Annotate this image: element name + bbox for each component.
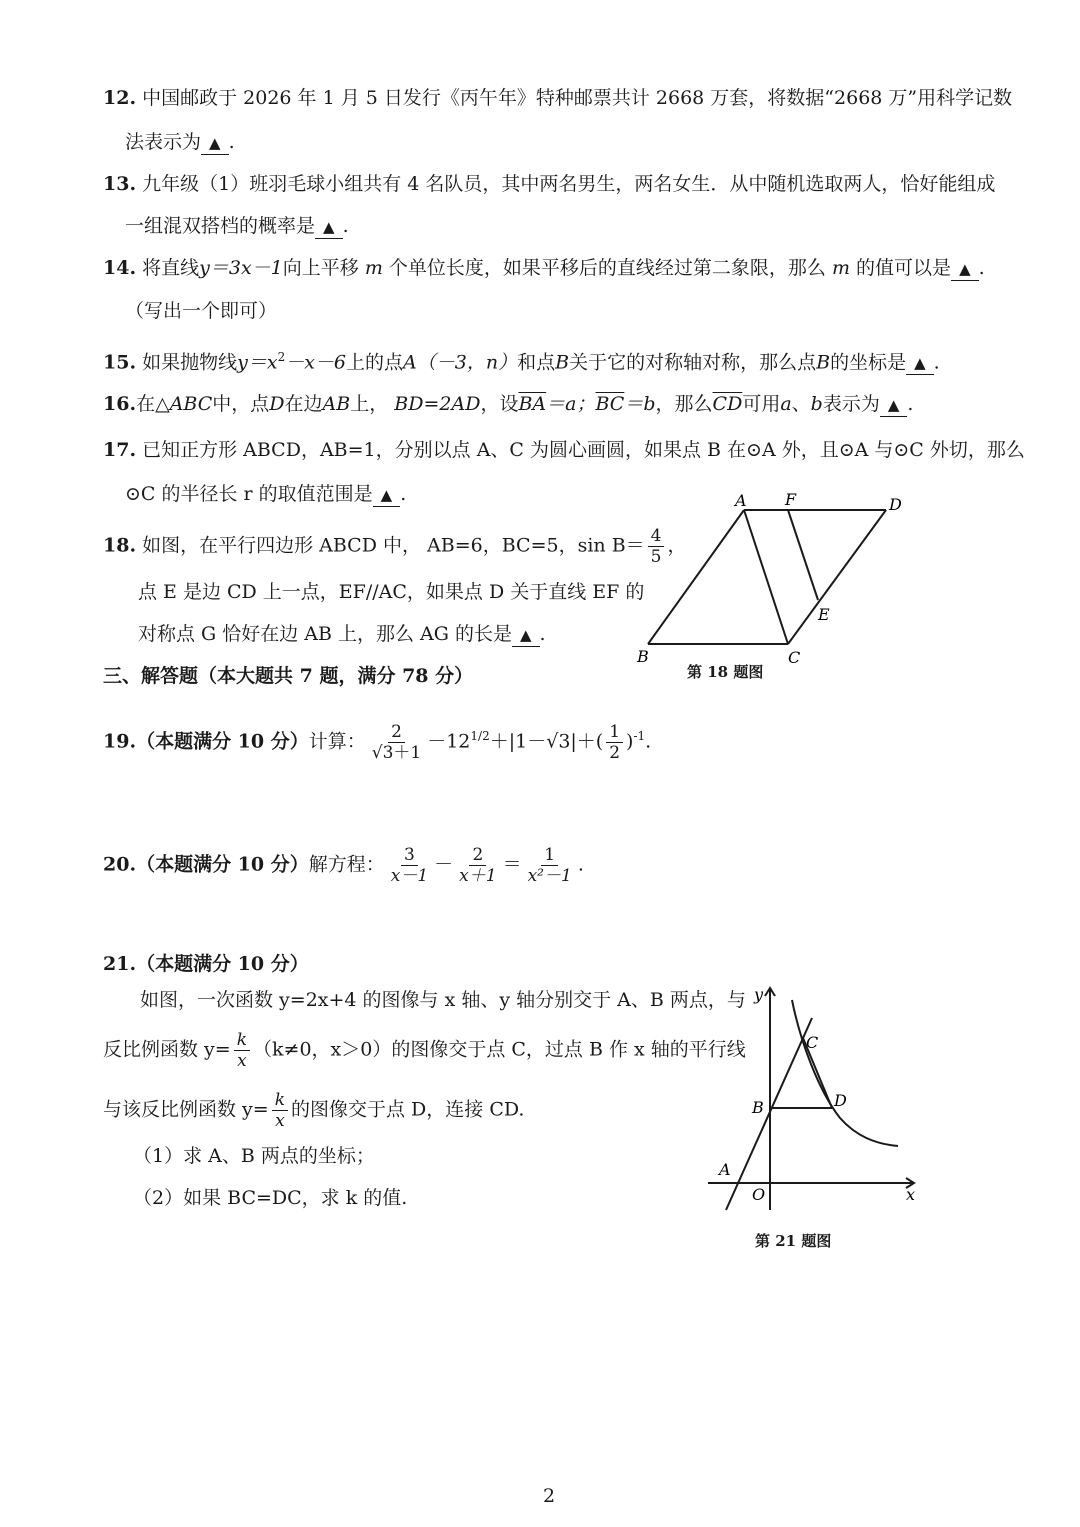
q20-equals: ＝ [502,853,522,876]
q21-line3 [103,1090,524,1131]
q18-line1 [103,526,687,567]
q21-part1: （1）求 A、B 两点的坐标； [133,1145,375,1167]
fig21-label-x: x [906,1185,916,1204]
q16-vec-cd: $\overline{CD}$ [712,393,743,415]
q18-frac-den: 5 [650,547,662,567]
q20-end: . [577,853,584,876]
q15-eq-b: －x－6 [285,351,347,374]
q15-text-d: 关于它的对称轴对称，那么点 [569,351,817,374]
fig21-caption: 第 21 题图 [755,1232,832,1250]
q16-cond: BD=2AD [394,393,481,415]
q19-number: 19. [103,730,137,753]
q15-text-c: 和点 [517,351,556,374]
q19-exp1: 1/2 [470,729,490,744]
fig21-label-o: O [752,1185,766,1204]
fig21-label-d: D [834,1091,847,1110]
q16-answer-blank[interactable]: ▲ [880,394,908,417]
page-number: 2 [543,1485,556,1507]
q15-text-a: 如果抛物线 [142,351,238,374]
q18-line3: 对称点 G 恰好在边 AB 上，那么 AG 的长是 ▲ . [138,623,546,645]
q21-heading [103,950,309,978]
q19-lead: 计算： [308,730,366,753]
q16-b: b [810,393,823,415]
q12-text2: 法表示为 [125,131,202,153]
q20-number: 20. [103,853,137,876]
q15-line: 15. 如果抛物线$y=x^2-x-6$上的点A（－3，n）和点B关于它的对称轴对称，那么点B的坐标是 ▲ . [103,350,940,374]
q15-eq-a: y＝x [237,351,278,374]
q15-number: 15. [103,351,137,374]
fig18-label-c: C [788,648,801,667]
q19-frac1-den: √3＋1 [371,743,422,763]
q20-frac1-num: 3 [401,845,418,866]
figure-21 [700,978,930,1218]
q19-frac1-num: 2 [388,722,405,743]
q13-text2: 一组混双搭档的概率是 [125,215,316,237]
q14-note: （写出一个即可） [125,300,278,322]
q21-frac-k-x [234,1030,250,1071]
q21-frac2-num: k [272,1090,288,1111]
q15-answer-blank[interactable]: ▲ [906,352,934,375]
q16-eq-a: ＝a； [546,393,596,415]
q20-frac3-num: 1 [541,845,558,866]
figure-18 [630,488,910,688]
q12-line2: 法表示为 ▲ . [125,131,235,153]
q14-line1: 14. 将直线y＝3x－1向上平移 m 个单位长度，如果平移后的直线经过第二象限，那么 m 的值可以是 ▲ . [103,257,985,279]
q21-frac2-den: x [275,1111,285,1131]
q15-b2: B [816,351,831,374]
fig18-label-e: E [818,605,830,624]
q13-text: 九年级（1）班羽毛球小组共有 4 名队员，其中两名男生，两名女生．从中随机选取两人，恰好能组成 [142,173,996,195]
q16-text-d: 上， [350,393,389,415]
q16-text-e: ，设 [480,393,519,415]
q14-number: 14. [103,257,137,279]
q13-line1 [103,170,995,198]
q16-text-g: 可用 [742,393,781,415]
q18-text3: 对称点 G 恰好在边 AB 上，那么 AG 的长是 [138,623,512,645]
q21-text-3b: 的图像交于点 D，连接 CD. [291,1098,525,1121]
q18-text-b: ， [667,534,687,557]
q19-frac2-den: 2 [609,743,621,763]
q21-line2 [103,1030,746,1071]
fig18-label-d: D [889,495,902,514]
q17-text2: ⊙C 的半径长 r 的取值范围是 [125,483,373,505]
q18-line2: 点 E 是边 CD 上一点，EF//AC，如果点 D 关于直线 EF 的 [138,581,645,603]
fig21-label-a: A [719,1160,731,1179]
q20-frac3-den: x²－1 [527,866,572,886]
q19-frac1 [369,722,424,763]
q14-equation: y＝3x－1 [199,257,283,279]
q16-vec-bc: $\overline{BC}$ [595,393,625,415]
q14-text-c: 个单位长度，如果平移后的直线经过第二象限，那么 [388,257,826,279]
q21-frac-k-x-2 [272,1090,288,1131]
q19-score: （本题满分 10 分） [136,730,309,753]
q16-ab: AB [322,393,351,415]
q17-answer-blank[interactable]: ▲ [373,484,401,507]
q20-frac3 [525,845,575,886]
q19-term1: －12 [427,730,471,753]
q20-frac2 [456,845,499,886]
q16-text-a: 在△ [136,393,170,415]
q18-text-a: 如图，在平行四边形 ABCD 中， AB=6，BC=5，sin B＝ [142,534,645,557]
q16-d: D [269,393,285,415]
q15-b: B [555,351,570,374]
q19-exp2: -1 [633,729,646,744]
q20-frac1 [388,845,431,886]
q16-text-h: 表示为 [822,393,880,415]
fig18-diagonal-ac [744,510,788,644]
fig18-label-a: A [735,491,747,510]
q21-number: 21. [103,953,137,975]
q21-frac-num: k [234,1030,250,1051]
q12-answer-blank[interactable]: ▲ [201,132,229,155]
q17-number: 17. [103,439,137,461]
fig18-label-f: F [785,490,797,509]
q14-text-b: 向上平移 [282,257,359,279]
q16-text-f: ，那么 [655,393,713,415]
q21-frac-den: x [237,1051,247,1071]
q19-frac2 [606,722,623,763]
q14-m: m [364,257,383,279]
q20-frac1-den: x－1 [390,866,429,886]
q21-part2: （2）如果 BC=DC，求 k 的值. [133,1187,408,1209]
q19-frac2-num: 1 [606,722,623,743]
q21-score: （本题满分 10 分） [136,953,309,975]
q16-text-c: 在边 [284,393,323,415]
q15-point: A（－3，n） [403,351,518,374]
fig21-label-b: B [752,1098,764,1117]
q12-line1 [103,84,1012,112]
q17-text: 已知正方形 ABCD，AB=1，分别以点 A、C 为圆心画圆，如果点 B 在⊙A 外，且⊙A 与⊙C 外切，那么 [142,439,1025,461]
q18-number: 18. [103,534,137,557]
q16-vec-ba: $\overline{BA}$ [518,393,547,415]
q18-answer-blank[interactable]: ▲ [512,624,540,647]
q12-text: 中国邮政于 2026 年 1 月 5 日发行《丙午年》特种邮票共计 2668 万套，将数据“2668 万”用科学记数 [142,87,1013,109]
q17-line1 [103,436,1025,464]
q16-line: 16.在△ABC中，点D在边AB上， BD=2AD，设$\overline{BA}=a$；$\overline{BC}=b$，那么$\overline{CD}$可用a、b表示为 ▲ . [103,393,914,415]
q16-text-b: 中，点 [212,393,270,415]
fig18-segment-fe [788,510,818,600]
q18-frac-num: 4 [648,526,665,547]
q21-text-2b: （k≠0，x＞0）的图像交于点 C，过点 B 作 x 轴的平行线 [253,1038,746,1061]
q15-text-b: 上的点 [346,351,404,374]
q19-end: . [645,730,652,753]
q14-text-a: 将直线 [142,257,200,279]
fig21-hyperbola [792,1000,898,1146]
q19-term3: ) [626,730,634,753]
q16-a: a [780,393,792,415]
fig18-caption: 第 18 题图 [687,663,764,681]
q20-minus: － [434,853,454,876]
fig21-label-c: C [806,1033,819,1052]
q13-line2: 一组混双搭档的概率是 ▲ . [125,215,349,237]
q17-line2: ⊙C 的半径长 r 的取值范围是 ▲ . [125,483,407,505]
fig18-side-ba [648,510,744,644]
q20-score: （本题满分 10 分） [136,853,309,876]
q21-text-3a: 与该反比例函数 y= [103,1098,269,1121]
fig18-label-b: B [637,647,649,666]
q15-eq-sup: 2 [277,350,286,364]
q13-number: 13. [103,173,137,195]
q19-line [103,722,651,763]
q12-number: 12. [103,87,137,109]
q16-abc: ABC [169,393,213,415]
q20-frac2-num: 2 [469,845,486,866]
q20-lead: 解方程： [308,853,385,876]
fig18-side-dc [788,510,886,644]
q19-term2: ＋|1－√3|＋( [489,730,604,753]
q21-line1: 如图，一次函数 y=2x+4 的图像与 x 轴、y 轴分别交于 A、B 两点，与 [140,989,746,1011]
q20-frac2-den: x＋1 [459,866,497,886]
q15-text-e: 的坐标是 [830,351,907,374]
q16-number: 16. [103,393,137,415]
q21-text-2a: 反比例函数 y= [103,1038,231,1061]
q20-line [103,845,584,886]
q16-eq-b: ＝b [624,393,656,415]
q16-sep: 、 [791,393,811,415]
q14-m2: m [831,257,850,279]
q14-answer-blank[interactable]: ▲ [951,258,979,281]
fig21-label-y: y [754,985,764,1004]
section3-heading: 三、解答题（本大题共 7 题，满分 78 分） [103,665,474,687]
q13-answer-blank[interactable]: ▲ [315,216,343,239]
q14-text-d: 的值可以是 [856,257,952,279]
